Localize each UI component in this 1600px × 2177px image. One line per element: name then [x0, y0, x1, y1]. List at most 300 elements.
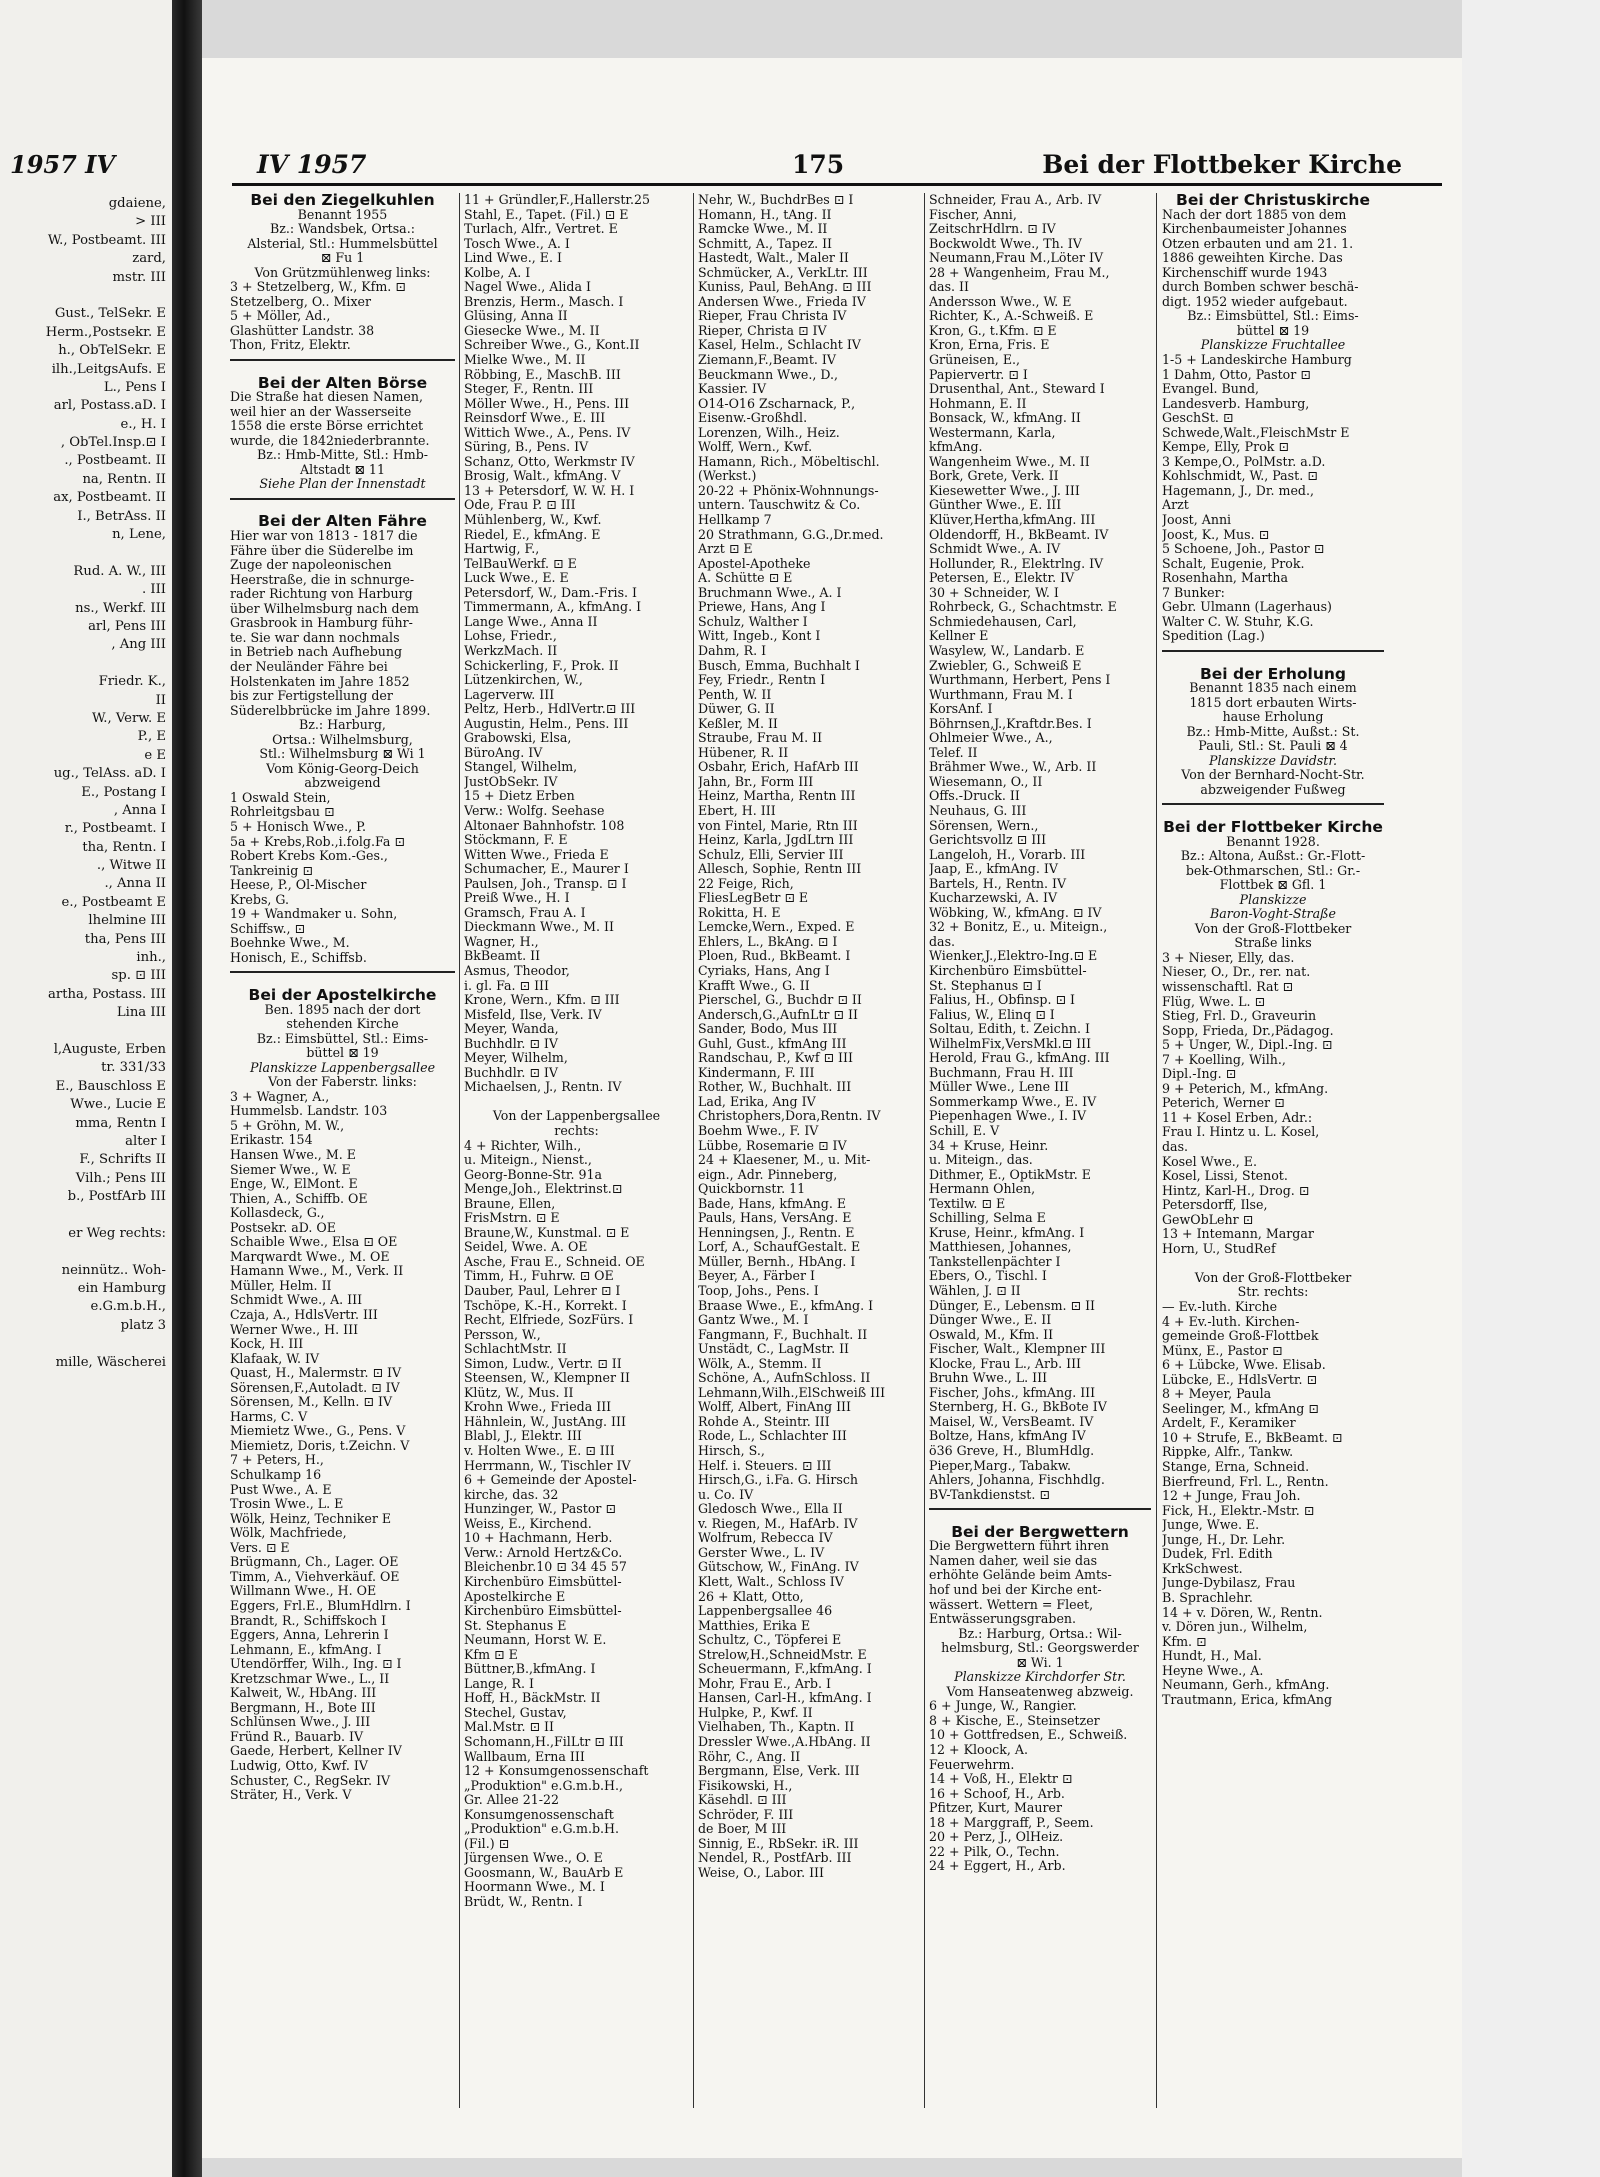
directory-line: Simon, Ludw., Vertr. ⊡ II	[464, 1356, 622, 1371]
left-page-line: alter I	[125, 1133, 166, 1149]
directory-line: das.	[929, 934, 956, 949]
left-page-line	[0, 1206, 172, 1224]
directory-line: Eggers, Anna, Lehrerin I	[230, 1628, 389, 1643]
directory-line: Penth, W. II	[698, 687, 772, 702]
directory-line: 3 Kempe,O., PolMstr. a.D.	[1162, 454, 1326, 469]
directory-line: Erikastr. 154	[230, 1133, 313, 1148]
directory-line: Misfeld, Ilse, Verk. IV	[464, 1007, 602, 1022]
directory-line: Krone, Wern., Kfm. ⊡ III	[464, 993, 620, 1008]
directory-line: Dünger, E., Lebensm. ⊡ II	[929, 1298, 1096, 1313]
directory-line: Straße links	[1234, 936, 1312, 951]
directory-line: FrisMstrn. ⊡ E	[464, 1211, 560, 1226]
directory-line: Sträter, H., Verk. V	[230, 1788, 352, 1803]
directory-line: Krafft Wwe., G. II	[698, 978, 810, 993]
directory-line: 5 + Gröhn, M. W.,	[230, 1118, 345, 1133]
directory-line: Nieser, O., Dr., rer. nat.	[1162, 965, 1311, 980]
directory-line: Schneider, Frau A., Arb. IV	[929, 193, 1102, 207]
directory-line: SchlachtMstr. II	[464, 1342, 567, 1357]
left-page-line: ax, Postbeamt. II	[53, 490, 166, 506]
directory-line: Kfm ⊡ E	[464, 1647, 518, 1662]
directory-line: Schulz, Walther I	[698, 614, 808, 629]
directory-line: Altstadt ⊠ 11	[300, 462, 385, 477]
directory-line: Fischer, Anni,	[929, 207, 1017, 222]
directory-line: Wölk, A., Stemm. II	[698, 1356, 822, 1371]
directory-line: Glashütter Landstr. 38	[230, 323, 375, 338]
directory-line: Stahl, E., Tapet. (Fil.) ⊡ E	[464, 207, 629, 222]
left-page-line	[0, 544, 172, 562]
directory-line: Kalweit, W., HbAng. III	[230, 1686, 377, 1701]
directory-line: Wolfrum, Rebecca IV	[698, 1531, 833, 1546]
directory-line: 32 + Bonitz, E., u. Miteign.,	[929, 920, 1108, 935]
directory-line: Flottbek ⊠ Gfl. 1	[1219, 878, 1327, 893]
left-page-line: e E	[144, 747, 166, 763]
directory-line: Büttner,B.,kfmAng. I	[464, 1662, 596, 1677]
directory-line: Arzt ⊡ E	[698, 542, 753, 557]
directory-line: Kirchenschiff wurde 1943	[1162, 265, 1328, 280]
directory-line: Gr. Allee 21-22	[464, 1793, 560, 1808]
directory-line: Wählen, J. ⊡ II	[929, 1284, 1021, 1299]
directory-line: Pierschel, G., Buchdr ⊡ II	[698, 993, 862, 1008]
directory-line: Wiesemann, O., II	[929, 774, 1043, 789]
directory-line: Harms, C. V	[230, 1409, 308, 1424]
directory-line: 1886 geweihten Kirche. Das	[1162, 251, 1343, 266]
directory-line: Grasbrook in Hamburg führ-	[230, 616, 413, 631]
directory-line: Wurthmann, Frau M. I	[929, 687, 1073, 702]
directory-line: Recht, Elfriede, SozFürs. I	[464, 1313, 634, 1328]
directory-line: durch Bomben schwer beschä-	[1162, 280, 1359, 295]
directory-line: Kron, Erna, Fris. E	[929, 338, 1050, 353]
directory-line: v. Dören jun., Wilhelm,	[1162, 1620, 1308, 1635]
directory-line: Verw.: Wolfg. Seehase	[464, 803, 605, 818]
directory-line: Ardelt, F., Keramiker	[1162, 1416, 1296, 1431]
directory-line: Kolbe, A. I	[464, 265, 531, 280]
directory-line: Frau I. Hintz u. L. Kosel,	[1162, 1125, 1320, 1140]
directory-line: Textilw. ⊡ E	[929, 1196, 1006, 1211]
directory-line: Schilling, Selma E	[929, 1211, 1046, 1226]
directory-line: 26 + Klatt, Otto,	[698, 1589, 804, 1604]
directory-line: Neuhaus, G. III	[929, 803, 1027, 818]
directory-line: B. Sprachlehr.	[1162, 1590, 1253, 1605]
directory-line: 22 Feige, Rich,	[698, 876, 794, 891]
directory-line: Goosmann, W., BauArb E	[464, 1865, 624, 1880]
directory-line: Günther Wwe., E. III	[929, 498, 1062, 513]
directory-line: der Neuländer Fähre bei	[230, 659, 388, 674]
left-page-line: na, Rentn. II	[82, 471, 166, 487]
directory-line: Dünger Wwe., E. II	[929, 1313, 1052, 1328]
directory-line: Gütschow, W., FinAng. IV	[698, 1560, 859, 1575]
directory-line: Hermann Ohlen,	[929, 1182, 1036, 1197]
directory-line: digt. 1952 wieder aufgebaut.	[1162, 294, 1348, 309]
left-page-line: ein Hamburg	[77, 1281, 166, 1297]
left-page-line	[0, 287, 172, 305]
directory-line: 3 + Stetzelberg, W., Kfm. ⊡	[230, 280, 406, 295]
directory-line: Miemietz, Doris, t.Zeichn. V	[230, 1438, 410, 1453]
directory-line: Hamann, Rich., Möbeltischl.	[698, 454, 880, 469]
street-heading: Bei der Bergwettern	[951, 1524, 1129, 1540]
directory-line: Von der Groß-Flottbeker	[1194, 1270, 1352, 1285]
left-page-line: e., H. I	[120, 416, 166, 432]
street-heading: Bei der Erholung	[1199, 666, 1347, 682]
directory-line: TelBauWerkf. ⊡ E	[464, 556, 577, 571]
directory-line: Pust Wwe., A. E	[230, 1482, 332, 1497]
directory-line	[230, 971, 455, 988]
directory-line: Schreiber Wwe., G., Kont.II	[464, 338, 640, 353]
street-heading: Bei der Alten Börse	[257, 375, 428, 391]
directory-line: Von der Groß-Flottbeker	[1194, 921, 1352, 936]
directory-line: Bruchmann Wwe., A. I	[698, 585, 842, 600]
directory-line: Lind Wwe., E. I	[464, 251, 562, 266]
directory-line: Lappenbergsallee 46	[698, 1604, 833, 1619]
directory-line: Rippke, Alfr., Tankw.	[1162, 1445, 1294, 1460]
directory-line: 14 + Voß, H., Elektr ⊡	[929, 1772, 1073, 1787]
directory-line: „Produktion" e.G.m.b.H.	[464, 1822, 620, 1837]
directory-line: Röhr, C., Ang. II	[698, 1749, 801, 1764]
directory-line: Rieper, Christa ⊡ IV	[698, 323, 827, 338]
directory-line: 20-22 + Phönix-Wohnnungs-	[698, 483, 879, 498]
directory-line: Fick, H., Elektr.-Mstr. ⊡	[1162, 1503, 1315, 1518]
directory-line	[1162, 1256, 1384, 1271]
directory-line: Müller, Bernh., HbAng. I	[698, 1254, 856, 1269]
directory-line: Münx, E., Pastor ⊡	[1162, 1343, 1283, 1358]
directory-line: Von Grützmühlenweg links:	[254, 265, 431, 280]
directory-line: GewObLehr ⊡	[1162, 1212, 1254, 1227]
directory-line: Offs.-Druck. II	[929, 789, 1020, 804]
directory-line: Wölk, Heinz, Techniker E	[230, 1511, 392, 1526]
directory-line: Turlach, Alfr., Vertret. E	[464, 222, 618, 237]
directory-line: Riedel, E., kfmAng. E	[464, 527, 601, 542]
directory-line: Steger, F., Rentn. III	[464, 382, 594, 397]
directory-line: Schomann,H.,FilLtr ⊡ III	[464, 1734, 624, 1749]
directory-line: 20 + Perz, J., OlHeiz.	[929, 1830, 1064, 1845]
directory-line: Schöne, A., AufnSchloss. II	[698, 1371, 871, 1386]
directory-line: 5 + Unger, W., Dipl.-Ing. ⊡	[1162, 1038, 1333, 1053]
directory-line: Fischer, Johs., kfmAng. III	[929, 1385, 1096, 1400]
directory-line: Weise, O., Labor. III	[698, 1865, 824, 1880]
directory-line: Flüg, Wwe. L. ⊡	[1162, 994, 1266, 1009]
directory-line: Bz.: Harburg,	[299, 718, 386, 733]
directory-line: Sörensen, Wern.,	[929, 818, 1039, 833]
directory-line: Asmus, Theodor,	[464, 963, 570, 978]
directory-line: Bade, Hans, kfmAng. E	[698, 1196, 847, 1211]
directory-line: Kock, H. III	[230, 1337, 304, 1352]
directory-line: Die Straße hat diesen Namen,	[230, 390, 423, 405]
directory-line: helmsburg, Stl.: Georgswerder	[941, 1641, 1139, 1656]
directory-line: Quickbornstr. 11	[698, 1182, 806, 1197]
directory-line: Nendel, R., PostfArb. III	[698, 1851, 852, 1866]
directory-line	[1162, 803, 1384, 820]
directory-line: Böhrnsen,J.,Kraftdr.Bes. I	[929, 716, 1092, 731]
street-heading: Bei der Flottbeker Kirche	[1163, 819, 1383, 835]
left-page-column	[0, 195, 172, 1372]
directory-line: Matthies, Erika E	[698, 1618, 811, 1633]
directory-column-4	[929, 193, 1151, 2123]
directory-line: 20 Strathmann, G.G.,Dr.med.	[698, 527, 884, 542]
directory-line: Vielhaben, Th., Kaptn. II	[698, 1720, 855, 1735]
directory-line: Bierfreund, Frl. L., Rentn.	[1162, 1474, 1329, 1489]
directory-line: Schmidt Wwe., A. III	[230, 1293, 363, 1308]
directory-line: Bz.: Harburg, Ortsa.: Wil-	[958, 1626, 1122, 1641]
directory-line: in Betrieb nach Aufhebung	[230, 645, 403, 660]
directory-line: Schulkamp 16	[230, 1468, 322, 1483]
directory-line: Brenzis, Herm., Masch. I	[464, 294, 624, 309]
directory-line: Müller Wwe., Lene III	[929, 1080, 1070, 1095]
directory-line: hof und bei der Kirche ent-	[929, 1582, 1102, 1597]
directory-line: Mühlenberg, W., Kwf.	[464, 513, 602, 528]
directory-line: Landesverb. Hamburg,	[1162, 396, 1310, 411]
directory-line: Hoff, H., BäckMstr. II	[464, 1691, 601, 1706]
directory-line: Rode, L., Schlachter III	[698, 1429, 847, 1444]
directory-line: Utendörffer, Wilh., Ing. ⊡ I	[230, 1657, 402, 1672]
left-page-line: Rud. A. W., III	[73, 563, 166, 579]
directory-line: Herrmann, W., Tischler IV	[464, 1458, 631, 1473]
directory-line: Helf. i. Steuers. ⊡ III	[698, 1458, 832, 1473]
directory-line: Andersson Wwe., W. E	[929, 294, 1072, 309]
left-page-line: Vilh.; Pens III	[75, 1170, 166, 1186]
directory-line: GeschSt. ⊡	[1162, 411, 1234, 426]
directory-line: wissenschaftl. Rat ⊡	[1162, 979, 1294, 994]
directory-line: Brandt, R., Schiffskoch I	[230, 1613, 387, 1628]
directory-line: „Produktion" e.G.m.b.H.,	[464, 1778, 624, 1793]
left-page-line	[0, 1023, 172, 1041]
directory-line: Schuster, C., RegSekr. IV	[230, 1773, 391, 1788]
directory-line: Gebr. Ulmann (Lagerhaus)	[1162, 600, 1332, 615]
directory-line: Rieper, Frau Christa IV	[698, 309, 847, 324]
directory-line: Nach der dort 1885 von dem	[1162, 207, 1347, 222]
directory-line: Benannt 1955	[297, 207, 388, 222]
directory-line: Weiss, E., Kirchend.	[464, 1516, 592, 1531]
directory-line: Zuge der napoleonischen	[230, 558, 392, 573]
directory-line: Sörensen, M., Kelln. ⊡ IV	[230, 1395, 393, 1410]
directory-line: 3 + Wagner, A.,	[230, 1089, 330, 1104]
left-page-line: tha, Pens III	[84, 931, 166, 947]
directory-line: 1 Oswald Stein,	[230, 790, 331, 805]
directory-line: Timm, H., Fuhrw. ⊡ OE	[464, 1269, 614, 1284]
directory-line: Von der Faberstr. links:	[268, 1075, 417, 1090]
directory-line: Rohrleitgsbau ⊡	[230, 805, 335, 820]
directory-line: Heerstraße, die in schnurge-	[230, 572, 415, 587]
left-page-line: l,Auguste, Erben	[53, 1041, 166, 1057]
left-page-line: ., Witwe II	[96, 858, 166, 874]
column-divider	[693, 193, 694, 2108]
directory-line: Wagner, H.,	[464, 934, 539, 949]
directory-line: u. Miteign., das.	[929, 1153, 1033, 1168]
directory-column-1	[230, 193, 455, 2123]
left-page-line: Lina III	[116, 1005, 166, 1021]
directory-line: Thien, A., Schiffb. OE	[230, 1191, 368, 1206]
directory-line: Schmitt, A., Tapez. II	[698, 236, 833, 251]
directory-line: Trautmann, Erica, kfmAng	[1162, 1692, 1333, 1707]
directory-line: Kollasdeck, G.,	[230, 1206, 325, 1221]
left-page-line: > III	[135, 214, 166, 230]
directory-line: Michaelsen, J., Rentn. IV	[464, 1080, 622, 1095]
directory-line: Enge, W., ElMont. E	[230, 1177, 358, 1192]
street-heading: Bei der Alten Fähre	[258, 514, 427, 530]
directory-line: Hohmann, E. II	[929, 396, 1027, 411]
left-page-line: ns., Werkf. III	[75, 600, 166, 616]
directory-line: bis zur Fertigstellung der	[230, 689, 393, 704]
directory-line: abzweigender Fußweg	[1200, 782, 1346, 797]
directory-line: Andersen Wwe., Frieda IV	[698, 294, 866, 309]
directory-line: 28 + Wangenheim, Frau M.,	[929, 265, 1110, 280]
directory-line: Verw.: Arnold Hertz&Co.	[464, 1545, 623, 1560]
directory-line: von Fintel, Marie, Rtn III	[698, 818, 858, 833]
directory-line: Miemietz Wwe., G., Pens. V	[230, 1424, 406, 1439]
left-page-line: Wwe., Lucie E	[70, 1097, 166, 1113]
directory-line: Augustin, Helm., Pens. III	[464, 716, 629, 731]
directory-line: Quast, H., Malermstr. ⊡ IV	[230, 1366, 402, 1381]
directory-line: Kirchenbaumeister Johannes	[1162, 222, 1347, 237]
directory-line: Kirchenbüro Eimsbüttel-	[929, 963, 1087, 978]
directory-line: Fisikowski, H.,	[698, 1778, 793, 1793]
directory-line: Randschau, P., Kwf ⊡ III	[698, 1051, 853, 1066]
directory-line: Tschöpe, K.-H., Korrekt. I	[464, 1298, 627, 1313]
directory-line: Andersch,G.,AufnLtr ⊡ II	[698, 1007, 858, 1022]
directory-line: 16 + Schoof, H., Arb.	[929, 1786, 1065, 1801]
directory-line: büttel ⊠ 19	[1236, 323, 1310, 338]
directory-line: Stangel, Wilhelm,	[464, 760, 578, 775]
directory-line: Otzen erbauten und am 21. 1.	[1162, 236, 1354, 251]
directory-line: 5 Schoene, Joh., Pastor ⊡	[1162, 542, 1325, 557]
directory-line: Von der Bernhard-Nocht-Str.	[1181, 768, 1365, 783]
directory-line: Witten Wwe., Frieda E	[464, 847, 609, 862]
directory-line: Bergmann, Else, Verk. III	[698, 1764, 860, 1779]
directory-line: Hunzinger, W., Pastor ⊡	[464, 1502, 616, 1517]
directory-line: kirche, das. 32	[464, 1487, 559, 1502]
directory-line: Lange Wwe., Anna II	[464, 614, 598, 629]
directory-line: Sander, Bodo, Mus III	[698, 1022, 838, 1037]
directory-line: Müller, Helm. II	[230, 1278, 332, 1293]
directory-line: 18 + Marggraff, P., Seem.	[929, 1815, 1094, 1830]
directory-line	[464, 1095, 689, 1110]
directory-line: Hansen Wwe., M. E	[230, 1148, 356, 1162]
directory-line: Baron-Voght-Straße	[1210, 907, 1336, 922]
directory-line: de Boer, M III	[698, 1822, 787, 1837]
directory-line: bek-Othmarschen, Stl.: Gr.-	[1185, 863, 1361, 878]
directory-line: Apostelkirche E	[464, 1589, 566, 1604]
left-page-line: , Anna I	[113, 802, 166, 818]
directory-line: Buchmann, Frau H. III	[929, 1065, 1074, 1080]
directory-line: Peterich, Werner ⊡	[1162, 1096, 1285, 1111]
directory-line: Peltz, Herb., HdlVertr.⊡ III	[464, 702, 636, 717]
directory-line: Vom König-Georg-Deich	[266, 761, 419, 776]
directory-line: 9 + Peterich, M., kfmAng.	[1162, 1081, 1329, 1096]
directory-line: Planskizze Davidstr.	[1209, 753, 1337, 768]
directory-line: Heinz, Karla, JgdLtrn III	[698, 833, 854, 848]
directory-line: Oldendorff, H., BkBeamt. IV	[929, 527, 1109, 542]
directory-line: Telef. II	[929, 745, 978, 760]
directory-line: Wienker,J.,Elektro-Ing.⊡ E	[929, 949, 1098, 964]
left-page-line: neinnütz.. Woh-	[61, 1262, 166, 1278]
left-page-line: er Weg rechts:	[68, 1225, 166, 1241]
directory-line: Düwer, G. II	[698, 702, 775, 717]
directory-line: KrkSchwest.	[1162, 1561, 1243, 1576]
left-page-line: E., Bauschloss E	[55, 1078, 166, 1094]
header-rule	[232, 183, 1442, 186]
directory-line: Vers. ⊡ E	[230, 1540, 290, 1555]
directory-line: Czaja, A., HdlsVertr. III	[230, 1308, 378, 1323]
directory-line: ö36 Greve, H., BlumHdlg.	[929, 1444, 1095, 1459]
directory-line: v. Holten Wwe., E. ⊡ III	[464, 1444, 615, 1459]
directory-line: Mal.Mstr. ⊡ II	[464, 1720, 555, 1735]
directory-line: 10 + Hachmann, Herb.	[464, 1531, 613, 1546]
directory-line: kfmAng.	[929, 440, 983, 455]
directory-line: u. Miteign., Nienst.,	[464, 1153, 592, 1168]
left-page-line: ., Anna II	[104, 876, 166, 892]
directory-line: Ö14-Ö16 Zscharnack, P.,	[698, 396, 856, 411]
directory-line: Benannt 1928.	[1226, 834, 1320, 849]
directory-line: Wöbking, W., kfmAng. ⊡ IV	[929, 905, 1102, 920]
directory-line: Dithmer, E., OptikMstr. E	[929, 1167, 1091, 1182]
directory-line: Stechel, Gustav,	[464, 1705, 567, 1720]
directory-line: Junge, Wwe. E.	[1162, 1518, 1260, 1533]
directory-line: wurde, die 1842niederbrannte.	[230, 433, 430, 448]
directory-page	[202, 58, 1462, 2158]
directory-line: untern. Tauschwitz & Co.	[698, 498, 861, 513]
directory-line: das.	[1162, 1140, 1189, 1154]
directory-line: Sternberg, H. G., BkBote IV	[929, 1400, 1107, 1415]
left-page-line: I., BetrAss. II	[77, 508, 166, 524]
directory-line: Piepenhagen Wwe., I. IV	[929, 1109, 1087, 1124]
directory-line: Fey, Friedr., Rentn I	[698, 673, 826, 688]
column-divider	[924, 193, 925, 2108]
directory-line: Planskizze Kirchdorfer Str.	[954, 1670, 1126, 1685]
directory-line: Heinz, Martha, Rentn III	[698, 789, 856, 804]
directory-line: Rohde A., Steintr. III	[698, 1414, 830, 1429]
directory-line: Jaap, E., kfmAng. IV	[929, 862, 1058, 877]
directory-line: Schalt, Eugenie, Prok.	[1162, 556, 1305, 571]
directory-line: ZeitschrHdlrn. ⊡ IV	[929, 222, 1056, 237]
left-page-line: mstr. III	[112, 269, 166, 285]
directory-line: 6 + Lübcke, Wwe. Elisab.	[1162, 1358, 1326, 1373]
directory-line: Lorenzen, Wilh., Heiz.	[698, 425, 840, 440]
directory-line: Brähmer Wwe., W., Arb. II	[929, 760, 1097, 775]
left-page-line: e., Postbeamt E	[61, 894, 166, 910]
directory-line: Boehm Wwe., F. IV	[698, 1124, 819, 1138]
directory-line: Dahm, R. I	[698, 643, 767, 658]
directory-line: Beuckmann Wwe., D.,	[698, 367, 839, 382]
directory-line: Hier war von 1813 - 1817 die	[230, 529, 418, 544]
left-page-line: , ObTel.Insp.⊡ I	[60, 435, 166, 451]
directory-line: Lübcke, E., HdlsVertr. ⊡	[1162, 1372, 1318, 1387]
directory-line: Hagemann, J., Dr. med.,	[1162, 483, 1314, 498]
directory-line: St. Stephanus ⊡ I	[929, 978, 1042, 993]
directory-line: Kruse, Heinr., kfmAng. I	[929, 1225, 1085, 1240]
left-page-line: tha, Rentn. I	[82, 839, 166, 855]
directory-line: Toop, Johs., Pens. I	[698, 1284, 819, 1299]
directory-line: Eggers, Frl.E., BlumHdlrn. I	[230, 1598, 411, 1613]
directory-line: Möller Wwe., H., Pens. III	[464, 396, 630, 411]
directory-line: BV-Tankdienstst. ⊡	[929, 1487, 1050, 1502]
directory-line: Krohn Wwe., Frieda III	[464, 1400, 612, 1415]
directory-line: Schmidt Wwe., A. IV	[929, 542, 1061, 557]
page-header-street: Bei der Flottbeker Kirche	[1042, 150, 1402, 179]
directory-line: Glüsing, Anna II	[464, 309, 568, 324]
directory-line: Altonaer Bahnhofstr. 108	[464, 818, 625, 833]
directory-line: Ahlers, Johanna, Fischhdlg.	[929, 1473, 1105, 1488]
left-page-line: Gust., TelSekr. E	[54, 306, 166, 322]
directory-line: Klett, Walt., Schloss IV	[698, 1574, 844, 1589]
directory-line: Braune, Ellen,	[464, 1196, 556, 1211]
directory-line: Rohrbeck, G., Schachtmstr. E	[929, 600, 1117, 615]
directory-line: 12 + Konsumgenossenschaft	[464, 1764, 649, 1779]
directory-line: Hübener, R. II	[698, 745, 789, 760]
directory-line: Stl.: Wilhelmsburg ⊠ Wi 1	[259, 747, 426, 762]
directory-line: Lehmann, E., kfmAng. I	[230, 1642, 382, 1657]
directory-line: Lützenkirchen, W.,	[464, 673, 583, 688]
directory-line: Ludwig, Otto, Kwf. IV	[230, 1758, 368, 1773]
directory-line: Kindermann, F. III	[698, 1065, 815, 1080]
directory-line: Boehnke Wwe., M.	[230, 936, 350, 951]
